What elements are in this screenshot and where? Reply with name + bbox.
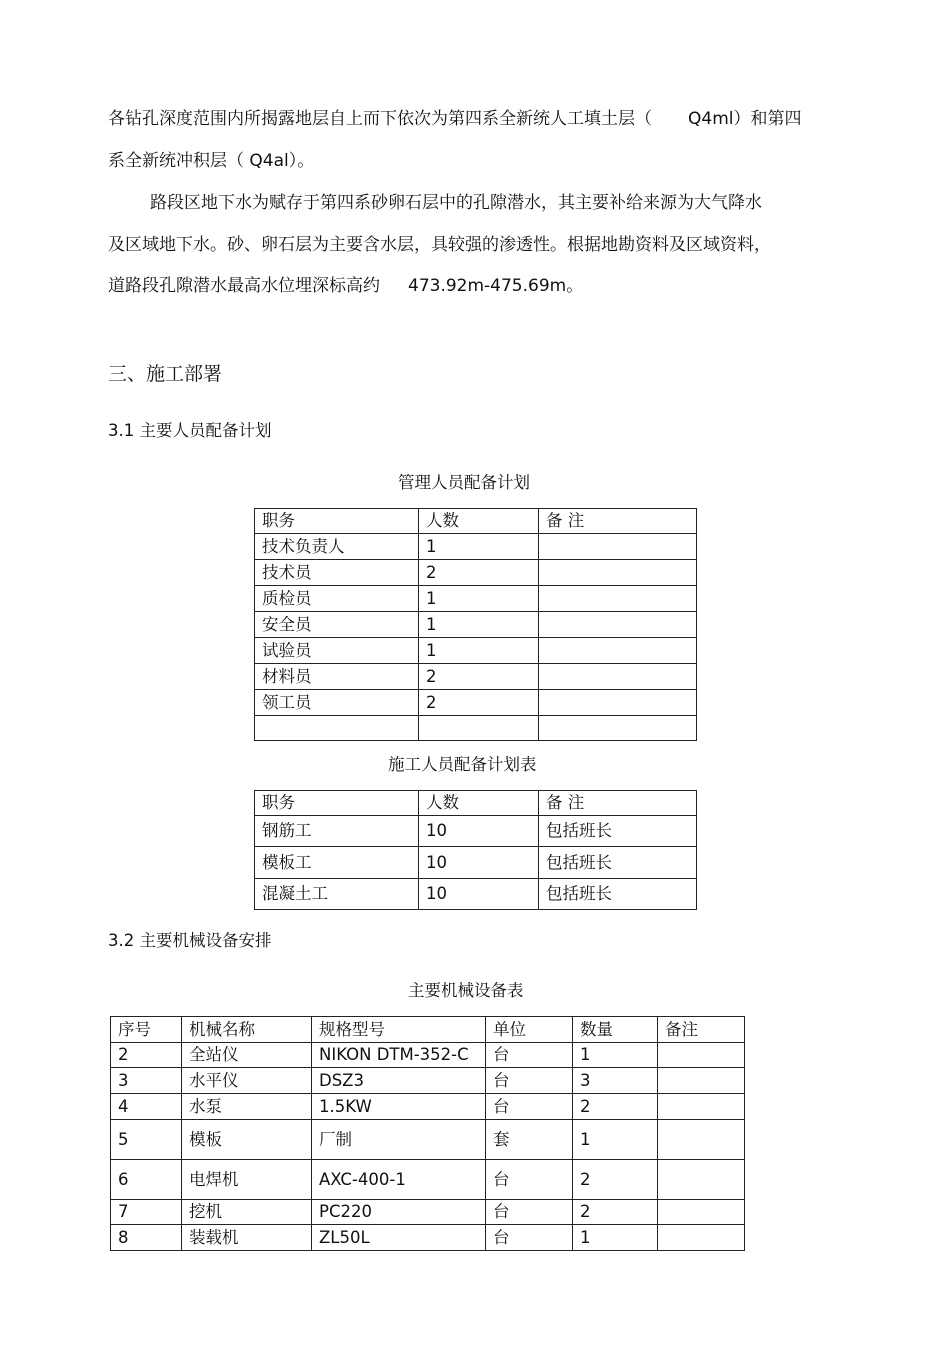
table-cell: 5 bbox=[111, 1120, 182, 1160]
header-cell: 职务 bbox=[255, 791, 419, 816]
table-cell: 2 bbox=[573, 1160, 658, 1200]
table-cell: 2 bbox=[573, 1094, 658, 1120]
table-cell bbox=[539, 716, 697, 741]
management-staff-table bbox=[254, 508, 697, 741]
table-cell: 10 bbox=[419, 879, 539, 910]
table-cell: 8 bbox=[111, 1225, 182, 1251]
table-cell: 模板 bbox=[182, 1120, 312, 1160]
table-cell bbox=[539, 586, 697, 612]
table-row bbox=[255, 816, 697, 847]
table-header-row bbox=[255, 791, 697, 816]
construction-staff-table bbox=[254, 790, 697, 910]
table-caption: 施工人员配备计划表 bbox=[388, 755, 537, 774]
paragraph-line bbox=[108, 276, 583, 296]
table-cell: 套 bbox=[486, 1120, 573, 1160]
table-cell: 6 bbox=[111, 1160, 182, 1200]
table-cell: 1 bbox=[573, 1225, 658, 1251]
table-cell: 台 bbox=[486, 1068, 573, 1094]
table-cell: 包括班长 bbox=[539, 847, 697, 879]
table-cell: 1 bbox=[419, 638, 539, 664]
table-row bbox=[255, 638, 697, 664]
table-cell: 挖机 bbox=[182, 1200, 312, 1225]
table-cell: 台 bbox=[486, 1200, 573, 1225]
table-cell: 10 bbox=[419, 816, 539, 847]
table-row bbox=[255, 690, 697, 716]
table-cell: 2 bbox=[419, 664, 539, 690]
table-cell: 质检员 bbox=[255, 586, 419, 612]
header-cell: 规格型号 bbox=[312, 1017, 486, 1043]
paragraph-line: 路段区地下水为赋存于第四系砂卵石层中的孔隙潜水，其主要补给来源为大气降水 bbox=[150, 193, 762, 213]
table-cell bbox=[658, 1225, 745, 1251]
table-row bbox=[111, 1068, 745, 1094]
table-cell bbox=[658, 1200, 745, 1225]
table-cell bbox=[539, 638, 697, 664]
paragraph-line bbox=[108, 109, 801, 129]
table-cell: DSZ3 bbox=[312, 1068, 486, 1094]
table-cell: 2 bbox=[419, 560, 539, 586]
table-header-row bbox=[111, 1017, 745, 1043]
table-cell: 电焊机 bbox=[182, 1160, 312, 1200]
table-cell: 混凝土工 bbox=[255, 879, 419, 910]
table-row bbox=[111, 1160, 745, 1200]
table-header-row bbox=[255, 509, 697, 534]
table-cell: 7 bbox=[111, 1200, 182, 1225]
table-cell: PC220 bbox=[312, 1200, 486, 1225]
header-cell: 备 注 bbox=[539, 509, 697, 534]
table-cell: 10 bbox=[419, 847, 539, 879]
header-cell: 人数 bbox=[419, 791, 539, 816]
table-cell: 试验员 bbox=[255, 638, 419, 664]
header-cell: 机械名称 bbox=[182, 1017, 312, 1043]
table-row bbox=[255, 879, 697, 910]
table-cell bbox=[539, 664, 697, 690]
header-cell: 备注 bbox=[658, 1017, 745, 1043]
table-cell: 台 bbox=[486, 1160, 573, 1200]
table-cell: 钢筋工 bbox=[255, 816, 419, 847]
header-cell: 序号 bbox=[111, 1017, 182, 1043]
table-cell: 4 bbox=[111, 1094, 182, 1120]
subsection-heading: 3.1 主要人员配备计划 bbox=[108, 421, 272, 440]
table-cell: 技术负责人 bbox=[255, 534, 419, 560]
table-cell: 装载机 bbox=[182, 1225, 312, 1251]
table-cell: 1 bbox=[573, 1120, 658, 1160]
text-segment: 道路段孔隙潜水最高水位埋深标高约 bbox=[108, 276, 380, 296]
paragraph-line: 系全新统冲积层（ Q4al）。 bbox=[108, 151, 315, 171]
table-cell: 1.5KW bbox=[312, 1094, 486, 1120]
table-cell bbox=[419, 716, 539, 741]
table-cell bbox=[539, 690, 697, 716]
table-cell: ZL50L bbox=[312, 1225, 486, 1251]
table-cell: 1 bbox=[419, 534, 539, 560]
table-row bbox=[111, 1094, 745, 1120]
table-cell: 材料员 bbox=[255, 664, 419, 690]
table-cell: 领工员 bbox=[255, 690, 419, 716]
table-cell bbox=[539, 560, 697, 586]
table-cell: 包括班长 bbox=[539, 879, 697, 910]
table-cell: 2 bbox=[573, 1200, 658, 1225]
table-caption: 管理人员配备计划 bbox=[398, 473, 530, 492]
paragraph-line: 及区域地下水。砂、卵石层为主要含水层，具较强的渗透性。根据地勘资料及区域资料， bbox=[108, 235, 771, 255]
table-cell: 3 bbox=[111, 1068, 182, 1094]
table-row bbox=[111, 1120, 745, 1160]
table-cell: 台 bbox=[486, 1225, 573, 1251]
table-cell bbox=[658, 1160, 745, 1200]
table-cell: 模板工 bbox=[255, 847, 419, 879]
table-row bbox=[255, 560, 697, 586]
table-cell: 台 bbox=[486, 1043, 573, 1068]
table-cell: 2 bbox=[111, 1043, 182, 1068]
table-cell bbox=[658, 1043, 745, 1068]
table-row bbox=[111, 1200, 745, 1225]
table-cell: 安全员 bbox=[255, 612, 419, 638]
table-cell bbox=[658, 1120, 745, 1160]
table-cell: 1 bbox=[573, 1043, 658, 1068]
table-row bbox=[111, 1225, 745, 1251]
table-cell bbox=[658, 1068, 745, 1094]
table-row bbox=[255, 847, 697, 879]
table-cell: 厂制 bbox=[312, 1120, 486, 1160]
table-cell: 包括班长 bbox=[539, 816, 697, 847]
table-cell: 1 bbox=[419, 586, 539, 612]
table-cell: NIKON DTM-352-C bbox=[312, 1043, 486, 1068]
table-cell: 1 bbox=[419, 612, 539, 638]
text-segment: 各钻孔深度范围内所揭露地层自上而下依次为第四系全新统人工填土层（ bbox=[108, 109, 652, 129]
table-cell bbox=[539, 534, 697, 560]
table-caption: 主要机械设备表 bbox=[408, 981, 524, 1000]
header-cell: 备 注 bbox=[539, 791, 697, 816]
table-cell: 2 bbox=[419, 690, 539, 716]
subsection-heading: 3.2 主要机械设备安排 bbox=[108, 931, 272, 950]
text-segment: 473.92m-475.69m。 bbox=[408, 276, 584, 296]
section-heading: 三、施工部署 bbox=[108, 363, 223, 385]
table-row bbox=[255, 612, 697, 638]
text-segment: Q4ml）和第四 bbox=[688, 109, 802, 129]
header-cell: 数量 bbox=[573, 1017, 658, 1043]
header-cell: 人数 bbox=[419, 509, 539, 534]
table-cell bbox=[539, 612, 697, 638]
table-row bbox=[111, 1043, 745, 1068]
table-row bbox=[255, 586, 697, 612]
table-cell: 台 bbox=[486, 1094, 573, 1120]
header-cell: 单位 bbox=[486, 1017, 573, 1043]
table-cell: AXC-400-1 bbox=[312, 1160, 486, 1200]
table-cell: 技术员 bbox=[255, 560, 419, 586]
table-cell: 全站仪 bbox=[182, 1043, 312, 1068]
table-cell bbox=[658, 1094, 745, 1120]
table-cell: 水泵 bbox=[182, 1094, 312, 1120]
table-row bbox=[255, 534, 697, 560]
header-cell: 职务 bbox=[255, 509, 419, 534]
table-row bbox=[255, 716, 697, 741]
table-cell: 3 bbox=[573, 1068, 658, 1094]
table-row bbox=[255, 664, 697, 690]
table-cell bbox=[255, 716, 419, 741]
table-cell: 水平仪 bbox=[182, 1068, 312, 1094]
equipment-table bbox=[110, 1016, 745, 1251]
